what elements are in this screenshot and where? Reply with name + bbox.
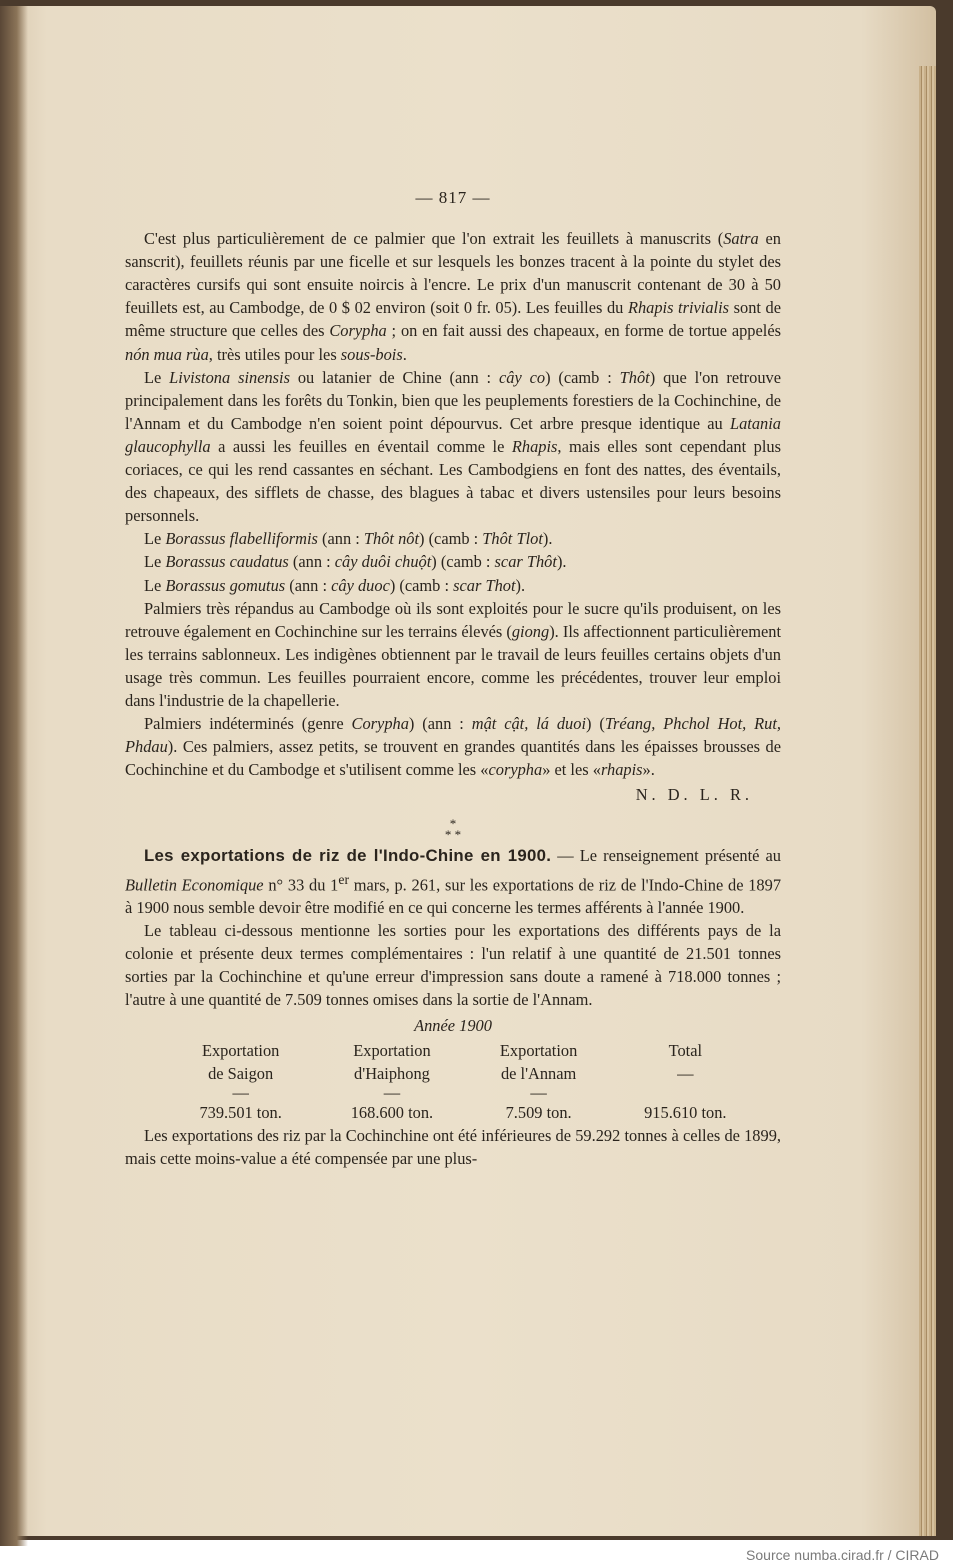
section-heading: Les exportations de riz de l'Indo-Chine en 1900. bbox=[144, 846, 552, 866]
paragraph-table-explanation: Le tableau ci-dessous mentionne les sorties pour les exportations des différents pays de la colonie et présente deux termes complémentaires : l'un relatif à une quantité de 21.501 tonnes sorties par la Cochinchine et qu'une erreur d'impression sans doute a ramené à 718.000 tonnes ; l'autre à une quantité de 7.509 tonnes omises dans la sortie de l'Annam. bbox=[125, 921, 781, 1010]
table-dash: — bbox=[232, 1082, 249, 1102]
paragraph-livistona: Le Livistona sinensis ou latanier de Chine (ann : cây co) (camb : Thôt) que l'on retrouve principalement dans les forêts du Tonkin, bien que les peuplements forestiers de la Cochinchine, de l'Annam et du Cambodge n'en soient point dépourvus. Cet arbre presque identique au Latania glaucophylla a aussi les feuilles en éventail comme le Rhapis, mais elles sont cependant plus coriaces, ce qui les rend cassantes en séchant. Les Cambodgiens en font des nattes, des éventails, des chapeaux, des sifflets de chasse, des blagues à tabac et divers ustensiles pour leurs besoins personnels. bbox=[125, 367, 781, 526]
table-cell: 915.610 ton. bbox=[644, 1102, 727, 1122]
table-values-row bbox=[165, 1101, 761, 1124]
table-cell: 168.600 ton. bbox=[350, 1102, 434, 1122]
paragraph-palmiers-indetermines: Palmiers indéterminés (genre Corypha) (ann : mật cật, lá duoi) (Tréang, Phchol Hot, Rut, Phdau). Ces palmiers, assez petits, se trouvent en grandes quantités dans les épaisses brousses de Cochinchine et du Cambodge et s'utilisent comme les «corypha» et les «rhapis». bbox=[125, 714, 782, 780]
table-dash: — bbox=[530, 1082, 547, 1102]
page-edges bbox=[919, 66, 936, 1536]
table-cell: 7.509 ton. bbox=[505, 1102, 572, 1122]
table-header: Exportation bbox=[201, 1040, 280, 1060]
paragraph-borassus-gomutus: Le Borassus gomutus (ann : cây duoc) (camb : scar Thot). bbox=[144, 575, 526, 595]
book-page bbox=[0, 6, 936, 1536]
table-cell: 739.501 ton. bbox=[199, 1102, 282, 1122]
table-header: de Saigon bbox=[208, 1063, 274, 1083]
page-content bbox=[125, 186, 781, 1170]
table-year-label: Année 1900 bbox=[414, 1015, 492, 1035]
table-dash-row bbox=[165, 1085, 761, 1101]
table-header-row-1 bbox=[165, 1039, 761, 1062]
table-header: Exportation bbox=[499, 1040, 578, 1060]
table-header: de l'Annam bbox=[500, 1063, 577, 1083]
table-header-row-2 bbox=[165, 1062, 761, 1085]
signature: N. D. L. R. bbox=[635, 785, 753, 805]
paragraph-corypha: C'est plus particulièrement de ce palmier que l'on extrait les feuillets à manuscrits (Satra en sanscrit), feuillets réunis par une ficelle et sur lesquels les bonzes tracent à la pointe du stylet des caractères cursifs qui sont ensuite noircis à l'encre. Le prix d'un manuscrit contenant de 30 à 50 feuillets est, au Cambodge, de 0 $ 02 environ (soit 0 fr. 05). Les feuilles du Rhapis trivialis sont de même structure que celles des Corypha ; on en fait aussi des chapeaux, en forme de tortue appelés nón mua rùa, très utiles pour les sous-bois. bbox=[125, 229, 781, 364]
paragraph-borassus-caudatus: Le Borassus caudatus (ann : cây duôi chuột) (camb : scar Thôt). bbox=[144, 552, 567, 572]
table-header: Total bbox=[668, 1040, 703, 1060]
paragraph-final: Les exportations des riz par la Cochinchine ont été inférieures de 59.292 tonnes à celles de 1899, mais cette moins-value a été compensée par une plus- bbox=[125, 1125, 781, 1169]
table-dash bbox=[610, 1085, 761, 1101]
table-header: — bbox=[677, 1063, 694, 1083]
page-number: — 817 — bbox=[415, 188, 491, 207]
table-header: d'Haiphong bbox=[354, 1063, 430, 1083]
rice-exports-table bbox=[165, 1039, 761, 1124]
section-separator-asterism bbox=[125, 816, 781, 843]
book-spine-shadow bbox=[0, 6, 28, 1546]
asterism-bottom: * * bbox=[444, 827, 462, 843]
source-credit: Source numba.cirad.fr / CIRAD bbox=[746, 1547, 939, 1563]
asterism-top: * bbox=[449, 816, 457, 832]
paragraph-rice-exports-intro: Les exportations de riz de l'Indo-Chine en 1900. — Le renseignement présenté au Bulletin Economique n° 33 du 1er mars, p. 261, sur les exportations de riz de l'Indo-Chine de 1897 à 1900 nous semble devoir être modifié en ce qui concerne les termes afférents à l'année 1900. bbox=[125, 846, 782, 918]
paragraph-borassus-flabelliformis: Le Borassus flabelliformis (ann : Thôt nôt) (camb : Thôt Tlot). bbox=[144, 529, 553, 549]
table-header: Exportation bbox=[353, 1040, 431, 1060]
table-dash: — bbox=[383, 1082, 401, 1102]
paragraph-palmiers-repandus: Palmiers très répandus au Cambodge où ils sont exploités pour le sucre qu'ils produisent, on les retrouve également en Cochinchine sur les terrains élevés (giong). Ils affectionnent particulièrement les terrains sablonneux. Les indigènes obtiennent par le travail de leurs feuilles certains objets d'un usage très commun. Les feuilles pourraient encore, comme les précédentes, trouver leur emploi dans l'industrie de la chapellerie. bbox=[125, 598, 782, 710]
